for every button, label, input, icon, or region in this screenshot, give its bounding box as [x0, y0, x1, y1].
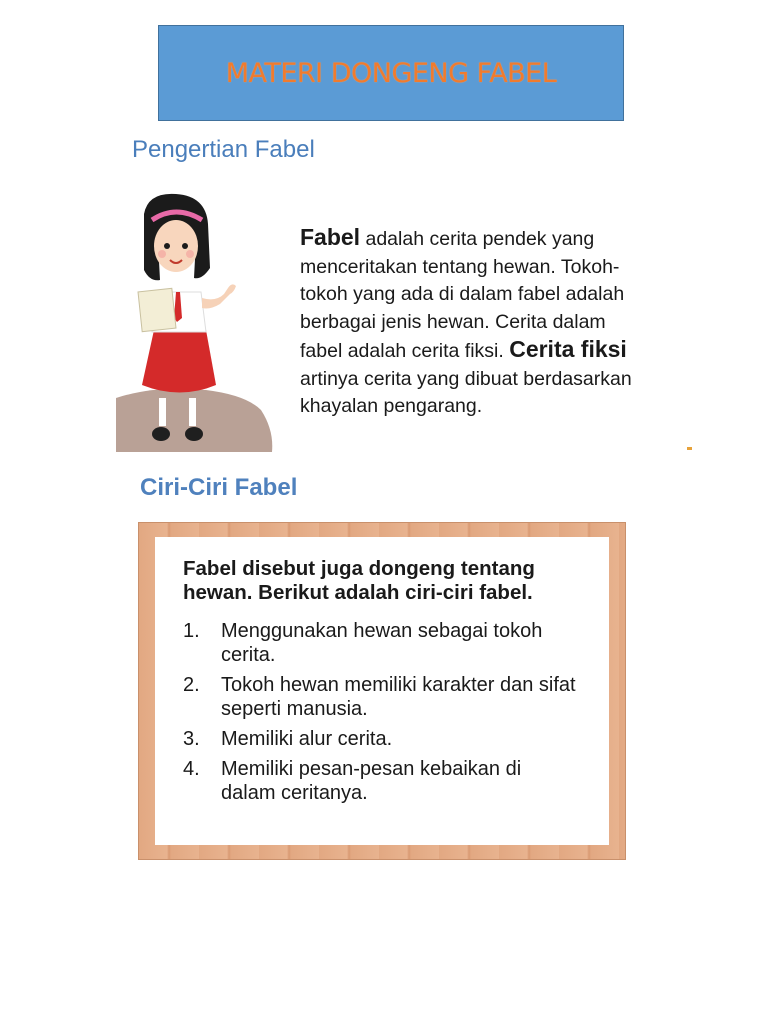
girl-student-illustration: [116, 190, 276, 452]
fiction-definition-text: artinya cerita yang dibuat berdasarkan khayalan pengarang.: [300, 367, 632, 417]
ciri-intro: Fabel disebut juga dongeng tentang hewan. Berikut adalah ciri-ciri fabel.: [183, 557, 535, 604]
list-item: [183, 757, 581, 805]
pengertian-heading: Pengertian Fabel: [132, 136, 315, 163]
list-item-number: 4.: [183, 758, 200, 780]
list-item: [183, 727, 581, 751]
fiction-term: Cerita fiksi: [509, 336, 627, 362]
list-item-number: 1.: [183, 620, 200, 642]
list-item-text: Menggunakan hewan sebagai tokoh cerita.: [221, 620, 543, 666]
title-banner: [158, 25, 624, 121]
list-item-text: Tokoh hewan memiliki karakter dan sifat seperti manusia.: [221, 674, 576, 720]
list-item: [183, 619, 581, 667]
list-item-number: 3.: [183, 728, 200, 750]
list-item-number: 2.: [183, 674, 200, 696]
list-item: [183, 673, 581, 721]
ciri-heading: Ciri-Ciri Fabel: [140, 474, 298, 501]
list-item-text: Memiliki pesan-pesan kebaikan di dalam ceritanya.: [221, 758, 522, 804]
ciri-list: [183, 619, 581, 805]
page-title: MATERI DONGENG FABEL: [225, 57, 557, 89]
decorative-mark: [687, 447, 692, 450]
fabel-definition: [300, 224, 650, 421]
definition-text: adalah cerita pendek yang menceritakan tentang hewan. Tokoh-tokoh yang ada di dalam fabel adalah berbagai jenis hewan. Cerita dalam fabel adalah cerita fiksi.: [300, 228, 625, 362]
definition-term: Fabel: [300, 224, 361, 250]
list-item-text: Memiliki alur cerita.: [221, 728, 393, 750]
board-content: [155, 537, 609, 845]
wooden-frame-board: [138, 522, 626, 860]
